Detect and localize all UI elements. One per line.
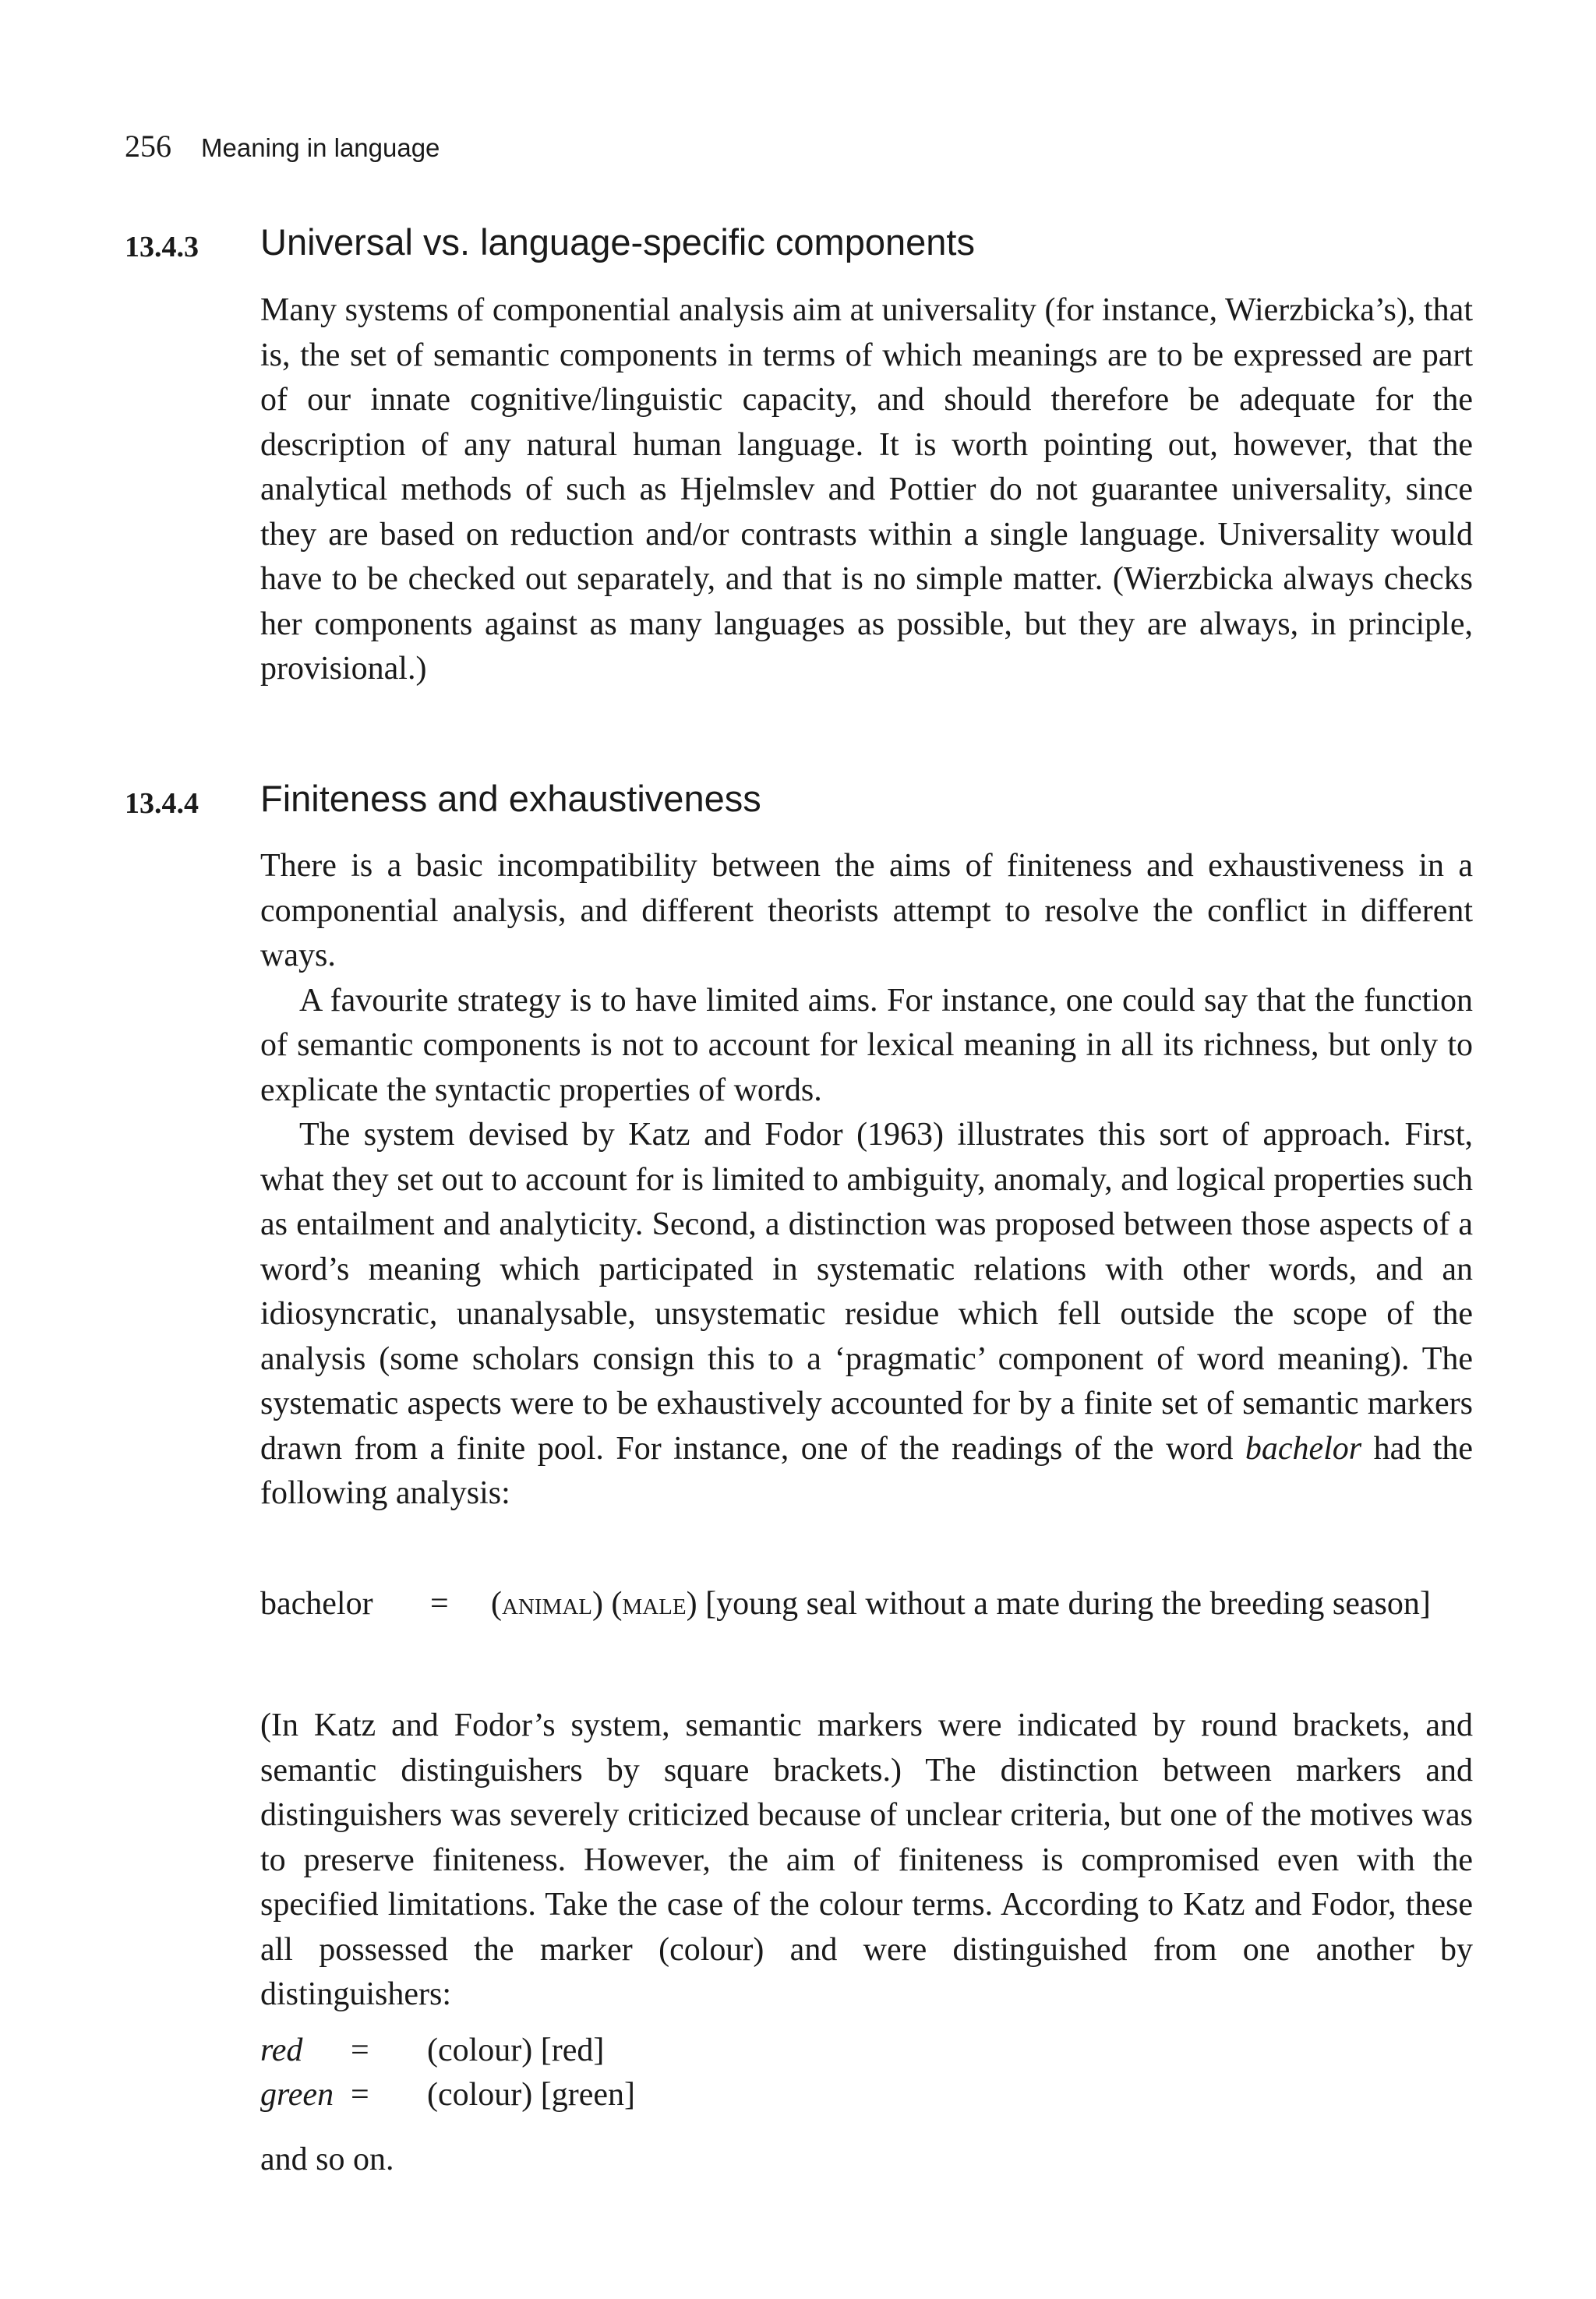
paragraph: There is a basic incompatibility between the aims of finiteness and exhaustiveness in a componential analysis, and different theorists attempt to resolve the conflict in different ways. xyxy=(260,848,1473,973)
paragraph: A favourite strategy is to have limited aims. For instance, one could say that the function of semantic components is not to account for lexical meaning in all its richness, but only to explicate the syntactic properties of words. xyxy=(260,982,1473,1108)
section-title: Universal vs. language-specific components xyxy=(260,221,975,263)
paragraph xyxy=(260,1113,1473,1517)
example-analysis: (colour) [red] xyxy=(427,2032,605,2068)
closing-text: and so on. xyxy=(260,2142,394,2177)
example-word: bachelor xyxy=(1245,1430,1362,1467)
equals-sign: = xyxy=(351,2032,369,2068)
example-analysis xyxy=(491,1582,1473,1627)
example-analysis: (colour) [green] xyxy=(427,2077,636,2113)
example-term: red xyxy=(260,2032,303,2068)
section-body-universal xyxy=(260,288,1473,692)
example-term: bachelor xyxy=(260,1586,373,1622)
running-head xyxy=(125,131,440,164)
paragraph-text: had the following analysis: xyxy=(260,1430,1474,1511)
equals-sign: = xyxy=(351,2077,369,2113)
example-term: green xyxy=(260,2077,334,2113)
paragraph: (In Katz and Fodor’s system, semantic markers were indicated by round brackets, and semantic distinguishers by square brackets.) The distinction between markers and distinguishers was severely criticized because of unclear criteria, but one of the motives was to preserve finiteness. However, the aim of finiteness is compromised even with the specified limitations. Take the case of the colour terms. According to Katz and Fodor, these all possessed the marker (colour) and were distinguished from one another by distinguishers: xyxy=(260,1707,1473,2012)
running-title: Meaning in language xyxy=(201,133,440,162)
section-heading-universal xyxy=(125,221,975,264)
section-body-finiteness xyxy=(260,844,1473,1517)
section-number: 13.4.3 xyxy=(125,231,199,263)
equals-sign: = xyxy=(430,1586,449,1622)
section-number: 13.4.4 xyxy=(125,787,199,820)
semantic-marker: (male) xyxy=(611,1586,697,1622)
semantic-distinguisher: [young seal without a mate during the breeding season] xyxy=(705,1586,1431,1622)
paragraph: Many systems of componential analysis aim at universality (for instance, Wierzbicka’s), that is, the set of semantic components in terms of which meanings are to be expressed are part of our innate cognitive/linguistic capacity, and should therefore be adequate for the description of any natural human language. It is worth pointing out, however, that the analytical methods of such as Hjelmslev and Pottier do not guarantee universality, since they are based on reduction and/or contrasts within a single language. Universality would have to be checked out separately, and that is no simple matter. (Wierzbicka always checks her components against as many languages as possible, but they are always, in principle, provisional.) xyxy=(260,292,1473,687)
section-heading-finiteness xyxy=(125,777,761,821)
page-number: 256 xyxy=(125,129,171,164)
section-title: Finiteness and exhaustiveness xyxy=(260,778,761,819)
paragraph-text: The system devised by Katz and Fodor (1963) illustrates this sort of approach. First, what they set out to account for is limited to ambiguity, anomaly, and logical properties such as entailment and analyticity. Second, a distinction was proposed between those aspects of a word’s meaning which participated in systematic relations with other words, and an idiosyncratic, unanalysable, unsystematic residue which fell outside the scope of the analysis (some scholars consign this to a ‘pragmatic’ component of word meaning). The systematic aspects were to be exhaustively accounted for by a finite set of semantic markers drawn from a finite pool. For instance, one of the readings of the word xyxy=(260,1117,1473,1467)
section-body-markers xyxy=(260,1704,1473,2018)
semantic-marker: (animal) xyxy=(491,1586,603,1622)
